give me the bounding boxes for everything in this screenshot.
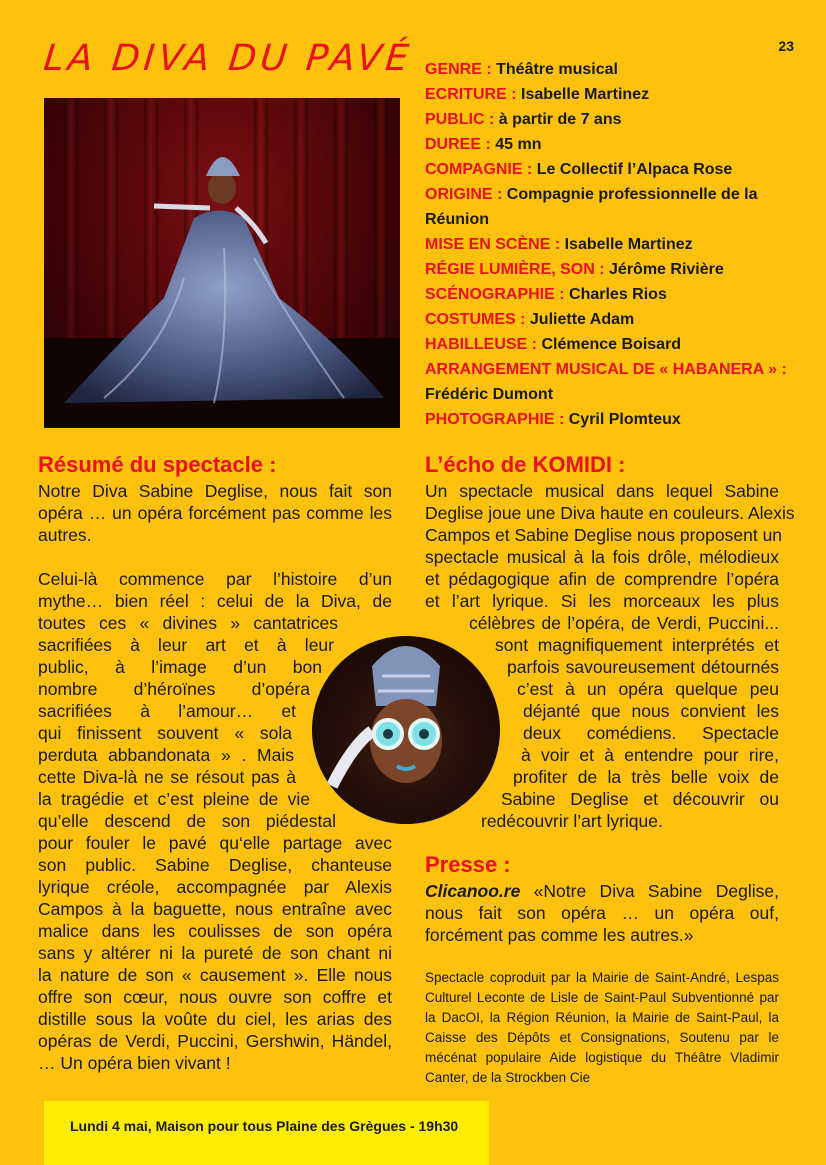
resume-line: opéras de Verdi, Puccini, Gershwin, Händel, <box>38 1031 392 1051</box>
resume-line: sacrifiées à leur art et à leur <box>38 635 334 655</box>
credit-photographie: PHOTOGRAPHIE : Cyril Plomteux <box>425 411 681 428</box>
credit-mise-en-scene: MISE EN SCÈNE : Isabelle Martinez <box>425 236 693 253</box>
resume-line: … Un opéra bien vivant ! <box>38 1053 231 1073</box>
resume-paragraph-1: Notre Diva Sabine Deglise, nous fait son opéra … un opéra forcément pas comme les autres. <box>38 481 392 545</box>
echo-line: sont magnifiquement interprétés et <box>495 635 779 655</box>
credit-regie: RÉGIE LUMIÈRE, SON : Jérôme Rivière <box>425 261 724 278</box>
credit-ecriture: ECRITURE : Isabelle Martinez <box>425 86 650 103</box>
resume-line: qu’elle descend de son piédestal <box>38 811 336 831</box>
resume-heading: Résumé du spectacle : <box>38 452 277 477</box>
echo-line: Un spectacle musical dans lequel Sabine <box>425 481 779 501</box>
echo-line: Deglise joue une Diva haute en couleurs. Alexis <box>425 503 795 523</box>
show-photo <box>44 98 400 428</box>
resume-line: la nature de son « causement ». Elle nous <box>38 965 392 985</box>
echo-line: et pédagogique afin de comprendre l’opéra <box>425 569 779 589</box>
presse-quote <box>425 880 779 946</box>
resume-line: la tragédie et c’est pleine de vie <box>38 789 310 809</box>
presse-heading: Presse : <box>425 852 511 877</box>
credit-duree: DUREE : 45 mn <box>425 136 542 153</box>
resume-line: offre son cœur, nous ouvre son coffre et <box>38 987 392 1007</box>
echo-line: Campos et Sabine Deglise nous proposent un <box>425 525 783 545</box>
press-quote-text: «Notre Diva Sabine Deglise, nous fait son opéra … un opéra ouf, forcément pas comme les autres.» <box>425 881 779 945</box>
production-footnote: Spectacle coproduit par la Mairie de Saint-André, Lespas Culturel Leconte de Lisle de Saint-Paul Subventionné par la DacOI, la Région Réunion, la Mairie de Saint-Paul, la Caisse des Dépôts et Consignations, Soutenu par le mécénat populaire Aide logistique du Théâtre Vladimir Canter, de la Strockben Cie <box>425 970 779 1085</box>
credit-scenographie: SCÉNOGRAPHIE : Charles Rios <box>425 286 667 303</box>
credit-genre: GENRE : Théâtre musical <box>425 61 618 78</box>
resume-line: cette Diva-là ne se résout pas à <box>38 767 296 787</box>
resume-line: mythe… bien réel : celui de la Diva, de <box>38 591 392 611</box>
echo-line: à voir et à entendre pour rire, <box>521 745 779 765</box>
resume-line: nombre d’héroïnes d’opéra <box>38 679 310 699</box>
page-number: 23 <box>778 38 794 54</box>
credit-costumes: COSTUMES : Juliette Adam <box>425 311 635 328</box>
resume-line: distille sous la voûte du ciel, les arias des <box>38 1009 392 1029</box>
page-title: LA DIVA DU PAVÉ <box>41 38 415 79</box>
echo-line: et l’art lyrique. Si les morceaux les plus <box>425 591 779 611</box>
credits-list <box>425 57 795 432</box>
echo-line: célèbres de l’opéra, de Verdi, Puccini... <box>469 613 779 633</box>
echo-line: parfois savoureusement détournés <box>507 657 779 677</box>
resume-line: Celui-là commence par l’histoire d’un <box>38 569 392 589</box>
credit-public: PUBLIC : à partir de 7 ans <box>425 111 622 128</box>
event-date-location: Lundi 4 mai, Maison pour tous Plaine des Grègues - 19h30 <box>70 1118 459 1134</box>
resume-line: sans y altérer ni la pureté de son chant ni <box>38 943 392 963</box>
resume-line: pour fouler le pavé qu‘elle partage avec <box>38 833 392 853</box>
resume-line: Campos à la baguette, nous entraîne avec <box>38 899 392 919</box>
resume-line: public, à l’image d’un bon <box>38 657 322 677</box>
credit-habilleuse: HABILLEUSE : Clémence Boisard <box>425 336 682 353</box>
resume-line: qui finissent souvent « sola <box>38 723 292 743</box>
echo-line: deux comédiens. Spectacle <box>523 723 779 743</box>
resume-line: toutes ces « divines » cantatrices <box>38 613 338 633</box>
resume-paragraph-2 <box>38 568 392 1074</box>
resume-line: malice dans les coulisses de son opéra <box>38 921 392 941</box>
resume-line: son public. Sabine Deglise, chanteuse <box>38 855 392 875</box>
resume-line: lyrique créole, accompagnée par Alexis <box>38 877 392 897</box>
resume-line: sacrifiées à l’amour… et <box>38 701 296 721</box>
press-source: Clicanoo.re <box>425 881 521 901</box>
echo-line: redécouvrir l’art lyrique. <box>481 811 663 831</box>
diva-figure <box>44 98 400 428</box>
credit-origine: ORIGINE : Compagnie professionnelle de la Réunion <box>425 186 758 228</box>
resume-line: perduta abbandonata » . Mais <box>38 745 294 765</box>
echo-paragraph <box>425 480 795 832</box>
echo-line: Sabine Deglise et découvrir ou <box>501 789 779 809</box>
credit-compagnie: COMPAGNIE : Le Collectif l’Alpaca Rose <box>425 161 733 178</box>
echo-line: déjanté que nous convient les <box>523 701 779 721</box>
echo-line: c’est à un opéra quelque peu <box>517 679 779 699</box>
echo-line: spectacle musical à la fois drôle, mélodieux <box>425 547 779 567</box>
echo-line: profiter de la très belle voix de <box>513 767 779 787</box>
credit-arrangement: ARRANGEMENT MUSICAL DE « HABANERA » : Frédéric Dumont <box>425 361 787 403</box>
echo-heading: L’écho de KOMIDI : <box>425 452 626 477</box>
